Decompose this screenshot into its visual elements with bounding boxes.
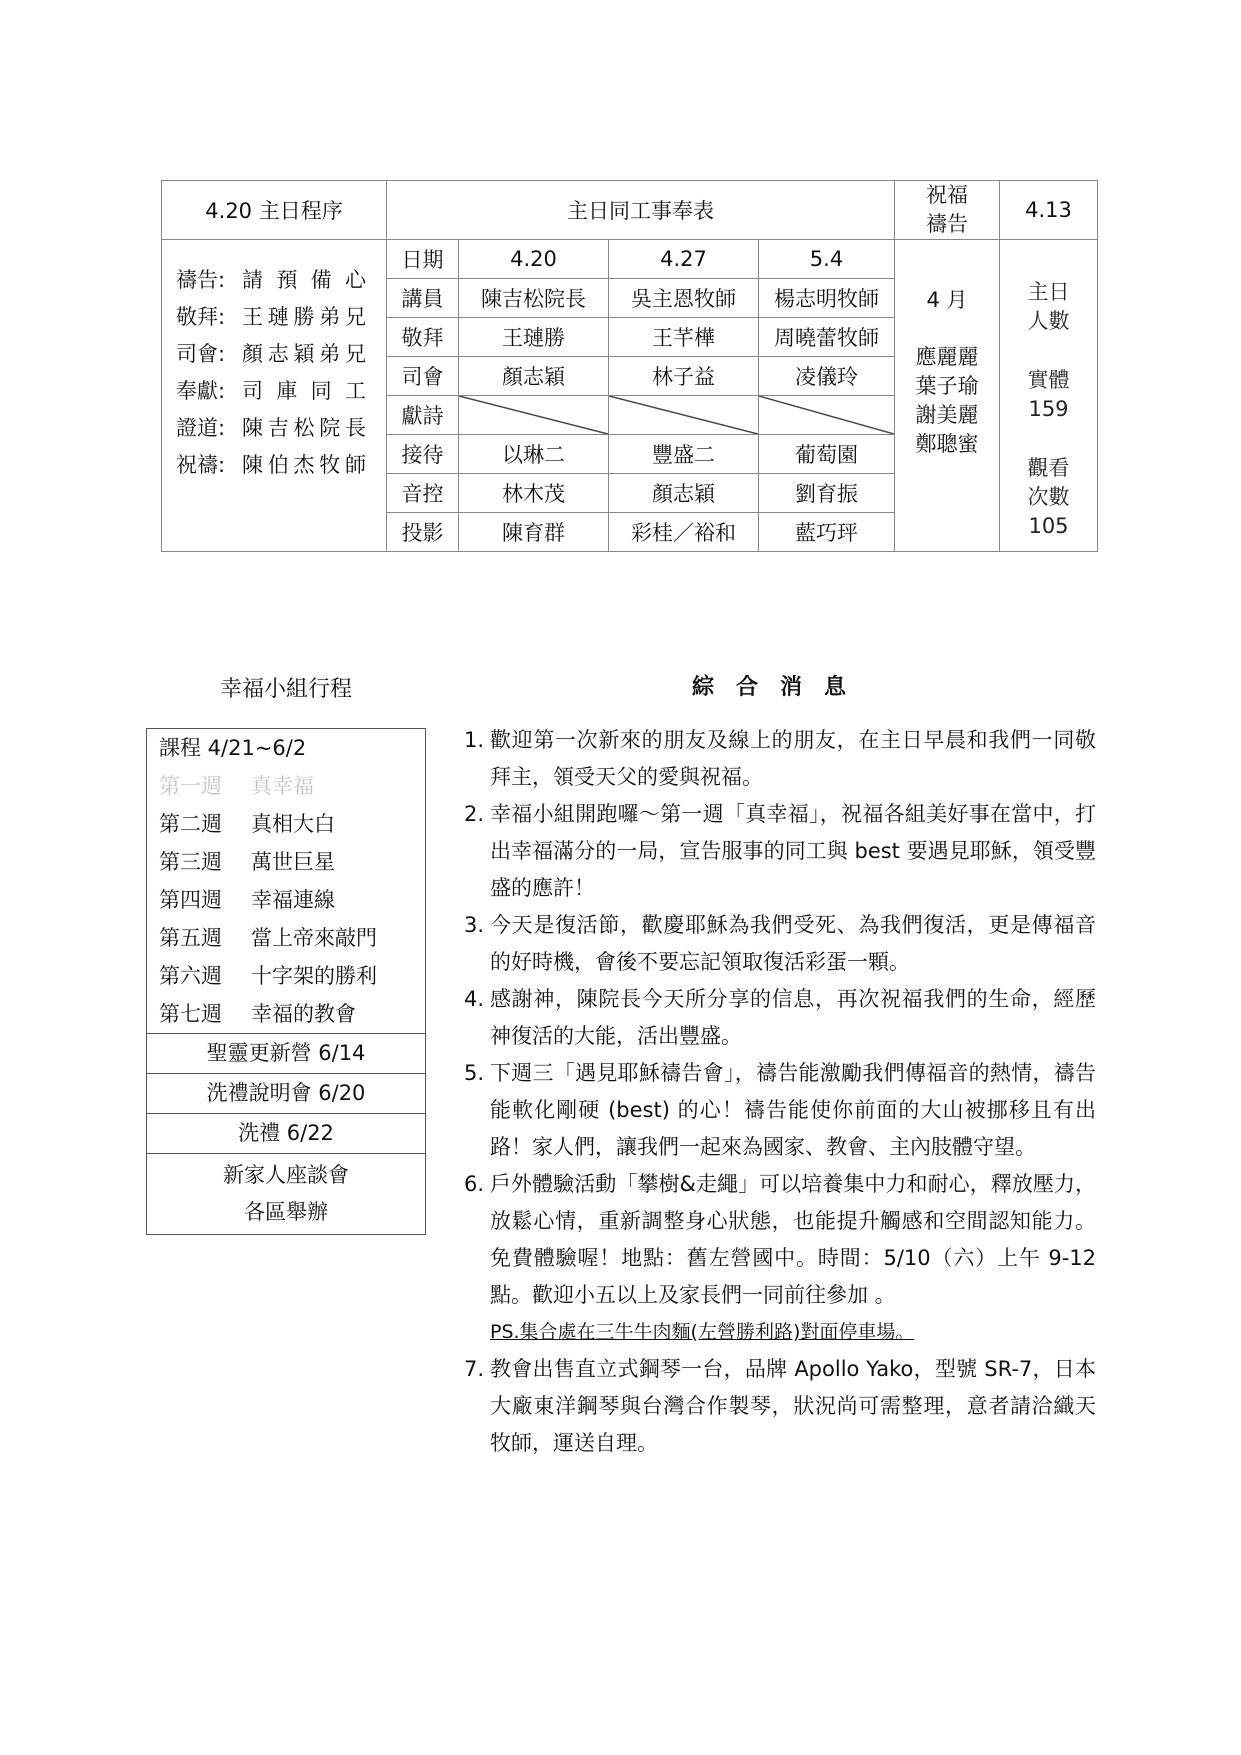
roster-row: 講員 陳吉松院長 吳主恩牧師 楊志明牧師 (162, 279, 1098, 318)
roster-row: 獻詩 (162, 396, 1098, 435)
roster-header-cell: 4.20 (459, 240, 609, 279)
schedule-table (161, 180, 1098, 552)
week-item: 第五週 當上帝來敲門 (159, 926, 377, 950)
program-item: 禱告: 請預備心 (176, 268, 366, 292)
news-title: 綜合消息 (691, 675, 868, 700)
roster-row: 音控 林木茂 顏志穎 劉育振 (162, 474, 1098, 513)
attendance: 主日 人數 實體 159 觀看 次數 105 (1000, 240, 1098, 552)
event-item: 新家人座談會 各區舉辦 (147, 1153, 425, 1234)
roster-header-cell: 日期 (387, 240, 459, 279)
week-item: 第六週 十字架的勝利 (159, 964, 377, 988)
roster-header-cell: 4.27 (609, 240, 759, 279)
news-item: 6. 戶外體驗活動「攀樹&走繩」可以培養集中力和耐心，釋放壓力，放鬆心情，重新調整身心狀態，也能提升觸感和空間認知能力。免費體驗喔！地點：舊左營國中。時間：5/10（六）上午 9-12 點。歡迎小五以上及家長們一同前往參加 。 PS.集合處在三牛牛肉麵(左營勝利路)對面停車場。 (452, 1166, 1096, 1351)
week-item: 第七週 幸福的教會 (159, 1002, 356, 1026)
program-list (162, 240, 387, 552)
roster-header-cell: 5.4 (759, 240, 895, 279)
program-item: 證道: 陳吉松院長 (176, 416, 366, 440)
roster-title: 主日同工事奉表 (387, 181, 895, 240)
event-item: 洗禮 6/22 (147, 1113, 425, 1153)
week-item: 第四週 幸福連線 (159, 888, 335, 912)
week-item: 第三週 萬世巨星 (159, 850, 335, 874)
roster-row: 司會 顏志穎 林子益 凌儀玲 (162, 357, 1098, 396)
program-title: 4.20 主日程序 (162, 181, 387, 240)
program-item: 敬拜: 王璉勝弟兄 (176, 305, 366, 329)
roster-row: 敬拜 王璉勝 王芊樺 周曉蕾牧師 (162, 318, 1098, 357)
blessing-list: 4 月 應麗麗 葉子瑜 謝美麗 鄭聰蜜 (895, 240, 1000, 552)
news-item: 1. 歡迎第一次新來的朋友及線上的朋友，在主日早晨和我們一同敬拜主，領受天父的愛與祝福。 (463, 728, 1096, 789)
news-list (452, 722, 1096, 1462)
course-range: 課程 4/21~6/2 (159, 736, 307, 760)
news-item: 4. 感謝神，陳院長今天所分享的信息，再次祝福我們的生命，經歷神復活的大能，活出豐盛。 (463, 987, 1096, 1048)
news-item: 2. 幸福小組開跑囉～第一週「真幸福」，祝福各組美好事在當中，打出幸福滿分的一局，宣告服事的同工與 best 要遇見耶穌，領受豐盛的應許！ (463, 802, 1096, 900)
empty-slash-cell (609, 396, 759, 435)
program-item: 司會: 顏志穎弟兄 (176, 342, 366, 366)
news-item: 7. 教會出售直立式鋼琴一台，品牌 Apollo Yako，型號 SR-7，日本大廠東洋鋼琴與台灣合作製琴，狀況尚可需整理，意者請洽織天牧師，運送自理。 (463, 1357, 1096, 1455)
last-week-label: 4.13 (1000, 181, 1098, 240)
news-item: 3. 今天是復活節，歡慶耶穌為我們受死、為我們復活，更是傳福音的好時機，會後不要忘記領取復活彩蛋一顆。 (463, 913, 1096, 974)
group-schedule-box (146, 728, 426, 1235)
empty-slash-cell (459, 396, 609, 435)
blessing-header: 祝福 禱告 (895, 181, 1000, 240)
news-item: 5. 下週三「遇見耶穌禱告會」，禱告能激勵我們傳福音的熱情，禱告能軟化剛硬 (best) 的心！禱告能使你前面的大山被挪移且有出路！家人們，讓我們一起來為國家、教會、主內肢體守望。 (463, 1061, 1096, 1159)
roster-row: 投影 陳育群 彩桂／裕和 藍巧玶 (162, 513, 1098, 552)
week-item: 第二週 真相大白 (159, 812, 335, 836)
empty-slash-cell (759, 396, 895, 435)
event-item: 洗禮說明會 6/20 (147, 1073, 425, 1113)
program-item: 祝禱: 陳伯杰牧師 (176, 453, 366, 477)
program-item: 奉獻: 司庫同工 (176, 379, 366, 403)
roster-row: 接待 以琳二 豐盛二 葡萄園 (162, 435, 1098, 474)
week-item: 第一週 真幸福 (159, 774, 314, 798)
event-item: 聖靈更新營 6/14 (147, 1033, 425, 1073)
group-title: 幸福小組行程 (219, 677, 352, 702)
news-note: PS.集合處在三牛牛肉麵(左營勝利路)對面停車場。 (490, 1321, 915, 1343)
